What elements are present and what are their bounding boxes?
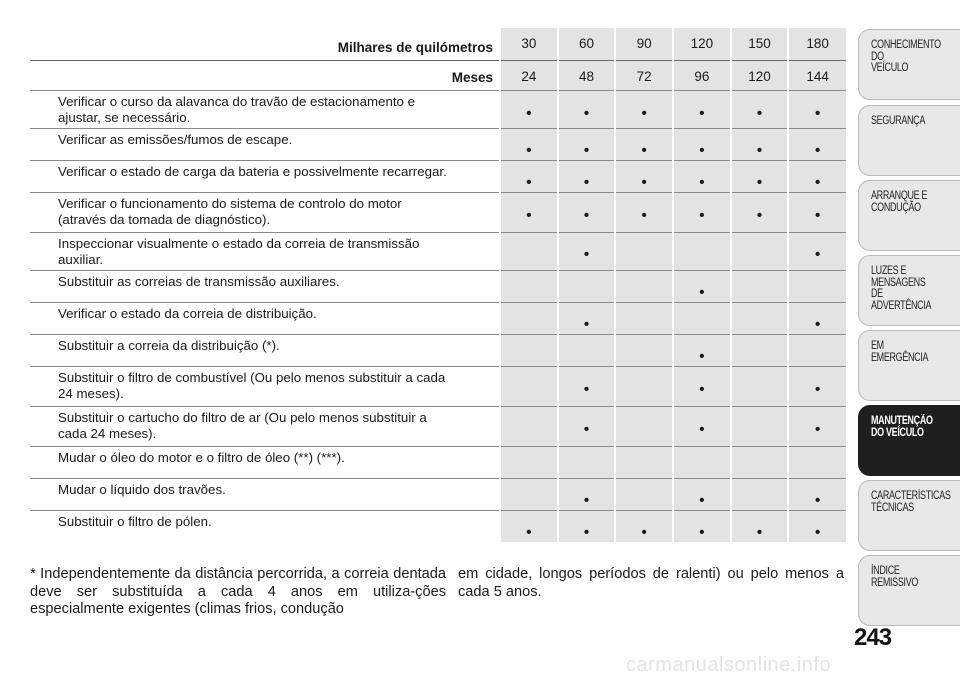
bullet-mark: • <box>756 104 763 122</box>
bullet-mark: • <box>815 141 821 159</box>
interval-cell <box>788 510 846 542</box>
interval-cell <box>788 160 846 192</box>
interval-cell <box>731 270 789 302</box>
interval-cell <box>788 302 846 334</box>
interval-cell <box>558 270 616 302</box>
interval-cell <box>673 160 731 192</box>
task-description <box>30 334 500 366</box>
interval-cell <box>558 192 616 232</box>
miles-value: 30 <box>500 28 558 60</box>
interval-cell <box>500 510 558 542</box>
task-line: cada 24 meses). <box>58 425 157 441</box>
task-description <box>30 302 500 334</box>
miles-value: 150 <box>731 28 789 60</box>
interval-cell <box>500 270 558 302</box>
chapter-tab-label: ÍNDICE REMISSIVO <box>871 565 919 589</box>
interval-cell <box>558 160 616 192</box>
task-description <box>30 270 500 302</box>
interval-cell <box>500 406 558 446</box>
interval-cell <box>558 366 616 406</box>
footnote-col2: em cidade, longos períodos de ralenti) ou pelo menos a cada 5 anos. <box>458 566 844 600</box>
months-value: 72 <box>615 60 673 90</box>
bullet-mark: • <box>815 245 821 263</box>
interval-cell <box>558 406 616 446</box>
interval-cell <box>673 366 731 406</box>
interval-cell <box>615 232 673 270</box>
interval-cell <box>615 406 673 446</box>
bullet-mark: • <box>699 104 705 122</box>
bullet-mark: • <box>815 380 821 398</box>
interval-cell <box>788 90 846 128</box>
maintenance-schedule <box>30 28 846 542</box>
interval-cell <box>500 160 558 192</box>
bullet-mark: • <box>756 173 763 191</box>
bullet-mark: • <box>583 173 590 191</box>
table-row <box>30 366 846 406</box>
interval-cell <box>615 90 673 128</box>
interval-cell <box>673 192 731 232</box>
chapter-tab[interactable] <box>858 480 960 551</box>
task-line: auxiliar. <box>58 251 104 267</box>
interval-cell <box>558 302 616 334</box>
task-line: Verificar o funcionamento do sistema de controlo do motor <box>58 195 402 211</box>
interval-cell <box>500 90 558 128</box>
chapter-tab-label: CONHECIMENTO DO VEÍCULO <box>871 39 941 74</box>
task-description <box>30 90 500 128</box>
miles-value: 120 <box>673 28 731 60</box>
bullet-mark: • <box>526 523 532 541</box>
miles-label: Milhares de quilómetros <box>337 40 494 55</box>
task-line: (através da tomada de diagnóstico). <box>58 211 271 227</box>
bullet-mark: • <box>583 420 590 438</box>
bullet-mark: • <box>526 104 532 122</box>
bullet-mark: • <box>583 315 590 333</box>
bullet-mark: • <box>583 141 590 159</box>
interval-cell <box>788 446 846 478</box>
months-value: 120 <box>731 60 789 90</box>
interval-cell <box>788 478 846 510</box>
interval-cell <box>558 510 616 542</box>
bullet-mark: • <box>641 173 647 191</box>
bullet-mark: • <box>699 491 705 509</box>
interval-cell <box>673 128 731 160</box>
interval-cell <box>615 446 673 478</box>
interval-cell <box>500 302 558 334</box>
watermark: carmanualsonline.info <box>626 654 832 676</box>
task-line: Verificar o estado da correia de distribuição. <box>58 305 317 321</box>
bullet-mark: • <box>756 141 763 159</box>
task-line: Inspeccionar visualmente o estado da correia de transmissão <box>58 235 420 251</box>
interval-cell <box>500 334 558 366</box>
bullet-mark: • <box>699 347 705 365</box>
chapter-tab[interactable] <box>858 105 960 176</box>
bullet-mark: • <box>699 420 705 438</box>
task-line: Mudar o óleo do motor e o filtro de óleo (**) (***). <box>58 449 345 465</box>
task-line: ajustar, se necessário. <box>58 109 191 125</box>
chapter-tab-label: CARACTERÍSTICAS TÉCNICAS <box>871 490 951 514</box>
table-row <box>30 160 846 192</box>
task-description <box>30 192 500 232</box>
task-description <box>30 366 500 406</box>
footnote-col1: * Independentemente da distância percorrida, a correia dentada deve ser substituída a cada 4 anos em utiliza-ções especialmente exigentes (climas frios, condução <box>30 566 446 617</box>
header-row-miles <box>30 28 846 60</box>
header-row-months <box>30 60 846 90</box>
bullet-mark: • <box>699 141 705 159</box>
interval-cell <box>615 128 673 160</box>
task-description <box>30 232 500 270</box>
task-line: Verificar o estado de carga da bateria e possivelmente recarregar. <box>58 163 447 179</box>
interval-cell <box>558 334 616 366</box>
chapter-tab-label: EM EMERGÊNCIA <box>871 340 929 364</box>
bullet-mark: • <box>756 206 763 224</box>
bullet-mark: • <box>641 206 647 224</box>
interval-cell <box>788 232 846 270</box>
interval-cell <box>615 510 673 542</box>
table-row <box>30 478 846 510</box>
bullet-mark: • <box>526 141 532 159</box>
bullet-mark: • <box>583 245 590 263</box>
task-line: Substituir o filtro de combustível (Ou pelo menos substituir a cada <box>58 369 446 385</box>
task-description <box>30 510 500 542</box>
interval-cell <box>558 446 616 478</box>
interval-cell <box>558 232 616 270</box>
interval-cell <box>558 128 616 160</box>
interval-cell <box>673 90 731 128</box>
bullet-mark: • <box>641 523 647 541</box>
interval-cell <box>558 90 616 128</box>
bullet-mark: • <box>526 206 532 224</box>
task-line: Substituir a correia da distribuição (*). <box>58 337 280 353</box>
bullet-mark: • <box>699 173 705 191</box>
bullet-mark: • <box>641 141 647 159</box>
table-row <box>30 232 846 270</box>
interval-cell <box>500 366 558 406</box>
table-row <box>30 128 846 160</box>
interval-cell <box>731 478 789 510</box>
page-number: 243 <box>854 624 892 651</box>
chapter-tab[interactable] <box>858 255 960 326</box>
chapter-tab-label: SEGURANÇA <box>871 115 926 127</box>
interval-cell <box>673 232 731 270</box>
interval-cell <box>788 192 846 232</box>
table-row <box>30 510 846 542</box>
table-row <box>30 334 846 366</box>
bullet-mark: • <box>699 206 705 224</box>
bullet-mark: • <box>583 206 590 224</box>
interval-cell <box>731 406 789 446</box>
task-line: Substituir as correias de transmissão auxiliares. <box>58 273 340 289</box>
interval-cell <box>615 302 673 334</box>
chapter-tab-label: LUZES E MENSAGENS DE ADVERTÊNCIA <box>871 265 932 312</box>
bullet-mark: • <box>815 315 821 333</box>
interval-cell <box>673 510 731 542</box>
bullet-mark: • <box>583 104 590 122</box>
interval-cell <box>788 128 846 160</box>
chapter-tab[interactable] <box>858 330 960 401</box>
bullet-mark: • <box>815 523 821 541</box>
interval-cell <box>731 446 789 478</box>
task-line: Verificar as emissões/fumos de escape. <box>58 131 293 147</box>
bullet-mark: • <box>815 104 821 122</box>
interval-cell <box>615 160 673 192</box>
task-description <box>30 160 500 192</box>
months-value: 24 <box>500 60 558 90</box>
bullet-mark: • <box>756 523 763 541</box>
interval-cell <box>731 334 789 366</box>
interval-cell <box>615 478 673 510</box>
interval-cell <box>615 366 673 406</box>
chapter-tab[interactable] <box>858 29 960 100</box>
interval-cell <box>731 128 789 160</box>
chapter-tab-label: ARRANQUE E CONDUÇÃO <box>871 190 928 214</box>
interval-cell <box>673 270 731 302</box>
task-line: Verificar o curso da alavanca do travão de estacionamento e <box>58 93 416 109</box>
miles-value: 60 <box>558 28 616 60</box>
interval-cell <box>500 478 558 510</box>
chapter-tab-label: MANUTENÇÃO DO VEÍCULO <box>871 415 933 439</box>
interval-cell <box>500 446 558 478</box>
bullet-mark: • <box>583 491 590 509</box>
task-description <box>30 478 500 510</box>
bullet-mark: • <box>815 491 821 509</box>
table-row <box>30 192 846 232</box>
interval-cell <box>500 232 558 270</box>
interval-cell <box>731 510 789 542</box>
months-value: 96 <box>673 60 731 90</box>
task-line: 24 meses). <box>58 385 124 401</box>
bullet-mark: • <box>815 206 821 224</box>
chapter-tabs <box>858 0 960 678</box>
task-description <box>30 128 500 160</box>
task-line: Substituir o cartucho do filtro de ar (Ou pelo menos substituir a <box>58 409 427 425</box>
interval-cell <box>500 192 558 232</box>
interval-cell <box>731 232 789 270</box>
interval-cell <box>673 334 731 366</box>
interval-cell <box>500 128 558 160</box>
bullet-mark: • <box>583 380 590 398</box>
table-row <box>30 446 846 478</box>
interval-cell <box>615 270 673 302</box>
miles-value: 180 <box>788 28 846 60</box>
table-row <box>30 270 846 302</box>
task-line: Mudar o líquido dos travões. <box>58 481 226 497</box>
interval-cell <box>731 302 789 334</box>
interval-cell <box>731 192 789 232</box>
chapter-tab[interactable] <box>858 405 960 476</box>
table-row <box>30 90 846 128</box>
miles-value: 90 <box>615 28 673 60</box>
interval-cell <box>673 302 731 334</box>
bullet-mark: • <box>699 523 705 541</box>
interval-cell <box>558 478 616 510</box>
chapter-tab[interactable] <box>858 180 960 251</box>
table-row <box>30 302 846 334</box>
chapter-tab[interactable] <box>858 555 960 626</box>
interval-cell <box>731 90 789 128</box>
table-row <box>30 406 846 446</box>
interval-cell <box>731 160 789 192</box>
bullet-mark: • <box>699 283 705 301</box>
maintenance-table <box>30 28 846 542</box>
interval-cell <box>731 366 789 406</box>
months-value: 144 <box>788 60 846 90</box>
bullet-mark: • <box>815 173 821 191</box>
task-description <box>30 406 500 446</box>
bullet-mark: • <box>641 104 647 122</box>
interval-cell <box>788 270 846 302</box>
months-label: Meses <box>30 60 500 90</box>
interval-cell <box>673 406 731 446</box>
interval-cell <box>788 366 846 406</box>
bullet-mark: • <box>699 380 705 398</box>
interval-cell <box>615 334 673 366</box>
bullet-mark: • <box>815 420 821 438</box>
months-value: 48 <box>558 60 616 90</box>
bullet-mark: • <box>526 173 532 191</box>
interval-cell <box>788 406 846 446</box>
interval-cell <box>673 478 731 510</box>
task-line: Substituir o filtro de pólen. <box>58 513 212 529</box>
interval-cell <box>788 334 846 366</box>
interval-cell <box>673 446 731 478</box>
bullet-mark: • <box>583 523 590 541</box>
task-description <box>30 446 500 478</box>
interval-cell <box>615 192 673 232</box>
